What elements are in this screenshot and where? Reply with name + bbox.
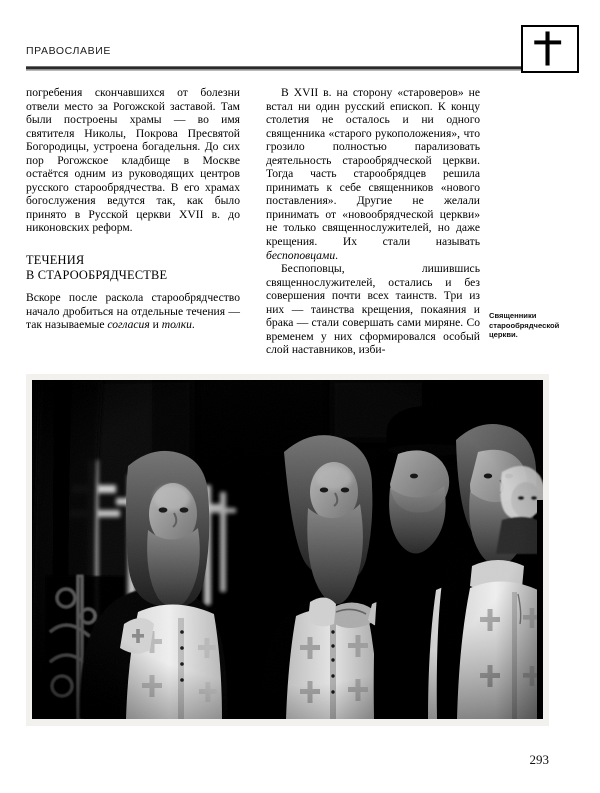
photo-caption-line-3: церкви.: [489, 330, 518, 340]
section-paragraph: [26, 291, 240, 332]
section-paragraph-text-1: Вскоре после раскола старообрядчество начало дробиться на отдельные течения — так называемые: [26, 291, 240, 332]
term-soglasiya: согласия: [107, 318, 150, 332]
section-heading: [26, 253, 240, 282]
page-number: 293: [529, 752, 549, 767]
header-rule: [26, 66, 549, 70]
photograph-frame: [26, 374, 549, 726]
paragraph-continued: погребения скончавшихся от болезни отвели место за Рогожской заставой. Там были построены храмы — во имя святителя Николы, Покрова Пресвятой Богородицы, устроена богадельня. До сих пор Рогожское кладбище в Москве остаётся одним из руководящих центров русского старообрядчества. В его храмах богослужения ведутся так, как было принято в Русской церкви XVII в. до никоновских реформ.: [26, 86, 240, 235]
section-paragraph-text-2: и: [149, 318, 162, 332]
text-column-left: [26, 86, 240, 332]
section-heading-line-2: В СТАРООБРЯДЧЕСТВЕ: [26, 267, 168, 282]
text-column-right: [266, 86, 480, 357]
paragraph-1-tail: .: [335, 248, 339, 262]
orthodox-cross-icon: [521, 25, 579, 73]
photo-caption-line-2: старообрядческой: [489, 320, 560, 330]
term-bespopovtsy: беспоповцами: [266, 248, 336, 262]
paragraph-2: Беспоповцы, лишившись священнослужителей, остались и без совершения почти всех таинств. Три из них — таинства крещения, покаяния и брака — стали совершать сами миряне. Со временем у них сформировался особый слой наставников, изби-: [266, 262, 480, 357]
section-paragraph-text-3: .: [191, 318, 195, 332]
running-head: ПРАВОСЛАВИЕ: [26, 45, 111, 57]
term-tolki: толки: [161, 318, 192, 332]
paragraph-1: [266, 86, 480, 262]
photo-caption: [489, 311, 575, 340]
photograph: [32, 380, 543, 719]
paragraph-1-text: В XVII в. на сторону «староверов» не встал ни один русский епископ. К концу столетия не осталось и ни одного священника «старого рукоположения», что грозило полностью парализовать деятельность старообрядческой церкви. Тогда часть старообрядцев решила принимать к себе священников «нового поставления». Другие не желали принимать от «новообрядческой церкви» не только священнослужителей, но даже крещения. Их стали называть: [266, 86, 480, 249]
photo-caption-line-1: Священники: [489, 311, 537, 320]
section-heading-line-1: ТЕЧЕНИЯ: [26, 253, 85, 268]
